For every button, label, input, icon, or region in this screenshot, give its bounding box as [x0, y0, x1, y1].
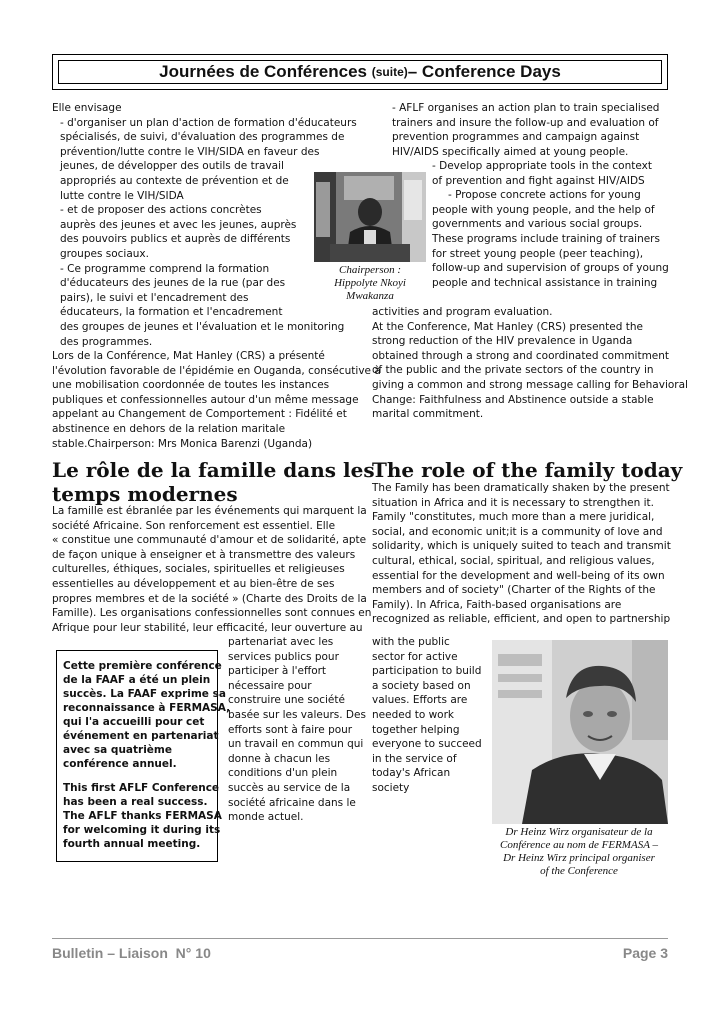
en-family-narrow-line: needed to work: [372, 708, 454, 721]
en-top-line: of the public and the private sectors of the country in: [372, 364, 654, 377]
fr-family-heading: [52, 458, 375, 506]
fr-family-heading-line: Le rôle de la famille dans les: [52, 458, 375, 482]
callout-en-line: The AFLF thanks FERMASA: [63, 810, 222, 822]
wirz-caption-line: Conférence au nom de FERMASA –: [500, 839, 658, 851]
fr-top-line: auprès des jeunes et avec les jeunes, auprès: [60, 218, 297, 231]
callout-fr-line: conférence annuel.: [63, 758, 177, 770]
en-top-line: people and technical assistance in training: [432, 276, 658, 289]
wirz-photo-image: [492, 640, 668, 824]
fr-family-narrow-line: services publics pour: [228, 650, 339, 663]
fr-top-line: - et de proposer des actions concrètes: [60, 204, 262, 217]
en-family-narrow-line: today's African: [372, 767, 451, 780]
chairperson-photo-image: [314, 172, 426, 262]
en-family-narrow-text: [372, 635, 484, 796]
chairperson-caption: [314, 264, 426, 303]
fr-family-line: société Africaine. Son renforcement est essentiel. Elle: [52, 519, 336, 532]
en-top-line: - Propose concrete actions for young: [448, 189, 641, 202]
fr-top-line: des pouvoirs publics et auprès de différents: [60, 233, 291, 246]
fr-family-narrow-line: un travail en commun qui: [228, 738, 364, 751]
fr-top-line: Elle envisage: [52, 102, 122, 114]
fr-family-line: propres membres et de la société » (Charte des Droits de la: [52, 592, 367, 605]
fr-top-line: - Ce programme comprend la formation: [60, 262, 270, 275]
fr-family-narrow-line: participer à l'effort: [228, 665, 327, 678]
callout-fr-line: avec sa quatrième: [63, 744, 172, 756]
callout-en-line: for welcoming it during its: [63, 824, 221, 836]
fr-family-line: La famille est ébranlée par les événements qui marquent la: [52, 505, 367, 517]
en-top-line: strong reduction of the HIV prevalence in Uganda: [372, 335, 633, 348]
en-top-line: activities and program evaluation.: [372, 306, 553, 318]
en-top-line: governments and various social groups.: [432, 218, 643, 231]
callout-fr-line: succès. La FAAF exprime sa: [63, 688, 226, 700]
fr-top-line: l'évolution favorable de l'épidémie en Ouganda, consécutive à: [52, 364, 381, 377]
en-top-line: of prevention and fight against HIV/AIDS: [432, 174, 645, 187]
fr-family-line: culturelles, éthiques, sociales, spirituelles et religieuses: [52, 563, 345, 576]
en-family-narrow-line: with the public: [372, 636, 450, 648]
fr-family-heading-line: temps modernes: [52, 482, 238, 506]
fr-top-line: prévention/lutte contre le VIH/SIDA en faveur des: [60, 145, 320, 158]
fr-family-text: [52, 504, 372, 635]
fr-family-narrow-line: monde actuel.: [228, 811, 304, 824]
en-family-line: members and of society" (Charter of the Rights of the: [372, 584, 656, 597]
en-family-line: essential for the development and well-being of its own: [372, 569, 665, 582]
header-title-suite: (suite): [371, 65, 408, 79]
en-family-narrow-line: sector for active: [372, 650, 458, 663]
fr-family-line: Famille). Les organisations confessionnelles sont connues en: [52, 607, 372, 620]
fr-family-line: essentielles au développement et au bien-être de ses: [52, 577, 335, 590]
en-top-line: - AFLF organises an action plan to train specialised: [392, 102, 660, 114]
footer-page-number: Page 3: [622, 945, 668, 961]
fr-top-line: lutte contre le VIH/SIDA: [60, 189, 184, 202]
en-top-text-middle: [432, 159, 670, 290]
page-header-title: [58, 60, 662, 84]
wirz-caption-line: Dr Heinz Wirz principal organiser: [503, 852, 655, 864]
chairperson-photo: [314, 172, 426, 262]
footer-rule: [52, 938, 668, 939]
fr-family-line: Afrique pour leur stabilité, leur efficacité, leur ouverture au: [52, 621, 363, 634]
callout-fr-line: de la FAAF a été un plein: [63, 674, 211, 686]
en-family-narrow-line: together helping: [372, 723, 460, 736]
en-family-narrow-line: in the service of: [372, 752, 457, 765]
en-family-line: recognized as reliable, efficient, and open to partnership: [372, 613, 671, 626]
en-family-line: cultural, ethical, social, spiritual, and religious values,: [372, 554, 655, 567]
en-family-heading: The role of the family today: [372, 458, 683, 482]
fr-top-line: des groupes de jeunes et l'évaluation et le monitoring: [60, 320, 345, 333]
fr-family-narrow-line: succès au service de la: [228, 781, 351, 794]
callout-fr-line: reconnaissance à FERMASA,: [63, 702, 231, 714]
en-top-line: people with young people, and the help of: [432, 203, 655, 216]
fr-top-line: appelant au Changement de Comportement : Fidélité et: [52, 408, 347, 421]
header-title-rest: – Conference Days: [407, 62, 561, 81]
en-top-line: Change: Faithfulness and Abstinence outside a stable: [372, 393, 654, 406]
en-top-line: HIV/AIDS specifically aimed at young people.: [392, 145, 629, 158]
en-top-line: - Develop appropriate tools in the context: [432, 160, 652, 172]
en-family-narrow-line: everyone to succeed: [372, 738, 482, 751]
en-top-text-upper: [392, 101, 670, 159]
callout-box: [56, 650, 231, 862]
fr-top-line: d'éducateurs des jeunes de la rue (par des: [60, 277, 286, 290]
fr-top-line: jeunes, de développer des outils de travail: [60, 160, 284, 173]
fr-family-narrow-line: construire une société: [228, 694, 345, 707]
fr-family-line: de façon unique à enseigner et à transmettre des valeurs: [52, 548, 356, 561]
callout-en-line: This first AFLF Conference: [63, 782, 220, 794]
en-family-narrow-line: a society based on: [372, 679, 471, 692]
fr-top-line: - d'organiser un plan d'action de formation d'éducateurs: [60, 116, 357, 129]
en-top-text-lower: [372, 305, 688, 422]
en-family-line: The Family has been dramatically shaken by the present: [372, 482, 670, 494]
en-family-text: [372, 481, 670, 627]
fr-top-line: des programmes.: [60, 335, 153, 348]
fr-top-line: spécialisés, de suivi, d'évaluation des programmes de: [60, 131, 345, 144]
fr-family-narrow-line: donne à chacun les: [228, 752, 331, 765]
page-header-box: [52, 54, 668, 90]
en-family-line: social, and economic unit;it is a community of love and: [372, 525, 663, 538]
en-family-line: situation in Africa and it is necessary to strengthen it.: [372, 496, 654, 509]
fr-family-narrow-line: conditions d'un plein: [228, 767, 338, 780]
fr-top-line: publiques et confessionnelles autour d'un même message: [52, 393, 359, 406]
fr-top-line: appropriés au contexte de prévention et de: [60, 174, 289, 187]
fr-family-narrow-line: basée sur les valeurs. Des: [228, 708, 366, 721]
fr-family-narrow-line: partenariat avec les: [228, 636, 334, 648]
fr-family-line: « constitue une communauté d'amour et de solidarité, apte: [52, 534, 367, 547]
en-family-narrow-line: society: [372, 781, 410, 794]
fr-top-line: abstinence en dehors de la relation maritale: [52, 423, 286, 436]
en-top-line: These programs include training of trainers: [432, 232, 660, 245]
en-family-narrow-line: values. Efforts are: [372, 694, 468, 707]
header-title-main: Journées de Conférences: [159, 62, 368, 81]
fr-top-line: une mobilisation coordonnée de toutes les instances: [52, 379, 330, 392]
fr-family-narrow-line: société africaine dans le: [228, 796, 356, 809]
fr-top-line: éducateurs, la formation et l'encadrement: [60, 306, 283, 319]
fr-family-narrow-line: efforts sont à faire pour: [228, 723, 353, 736]
en-family-narrow-line: participation to build: [372, 665, 482, 678]
chairperson-caption-line: Mwakanza: [346, 290, 394, 302]
wirz-caption-line: Dr Heinz Wirz organisateur de la: [505, 826, 653, 838]
callout-fr-line: Cette première conférence: [63, 660, 222, 672]
fr-top-line: stable.Chairperson: Mrs Monica Barenzi (Uganda): [52, 437, 313, 450]
en-top-line: prevention programmes and campaign against: [392, 131, 640, 144]
wirz-caption: [484, 826, 674, 878]
callout-spacer: [63, 771, 211, 781]
wirz-photo: [492, 640, 668, 824]
en-family-line: solidarity, which is uniquely suited to teach and transmit: [372, 540, 671, 553]
fr-top-line: Lors de la Conférence, Mat Hanley (CRS) a présenté: [52, 350, 325, 363]
en-family-line: Family "constitutes, much more than a mere juridical,: [372, 511, 655, 524]
footer-bulletin: Bulletin – Liaison N° 10: [52, 945, 211, 961]
en-top-line: marital commitment.: [372, 408, 484, 421]
en-top-line: obtained through a strong and coordinated commitment: [372, 349, 670, 362]
en-top-line: follow-up and supervision of groups of young: [432, 262, 669, 275]
en-top-line: giving a common and strong message calling for Behavioral: [372, 378, 688, 391]
fr-family-narrow-line: nécessaire pour: [228, 679, 312, 692]
en-top-line: for street young people (peer teaching),: [432, 247, 644, 260]
en-family-line: Family). In Africa, Faith-based organisations are: [372, 598, 622, 611]
en-top-line: At the Conference, Mat Hanley (CRS) presented the: [372, 320, 643, 333]
chairperson-caption-line: Chairperson :: [338, 264, 402, 276]
callout-en-line: fourth annual meeting.: [63, 838, 201, 850]
fr-top-line: groupes sociaux.: [60, 247, 149, 260]
fr-family-narrow-text: [228, 635, 366, 825]
callout-fr-line: qui l'a accueilli pour cet: [63, 716, 205, 728]
fr-top-line: pairs), le suivi et l'encadrement des: [60, 291, 249, 304]
callout-fr-line: événement en partenariat: [63, 730, 219, 742]
chairperson-caption-line: Hippolyte Nkoyi: [334, 277, 406, 289]
callout-en-line: has been a real success.: [63, 796, 208, 808]
en-top-line: trainers and insure the follow-up and evaluation of: [392, 116, 659, 129]
wirz-caption-line: of the Conference: [540, 865, 618, 877]
